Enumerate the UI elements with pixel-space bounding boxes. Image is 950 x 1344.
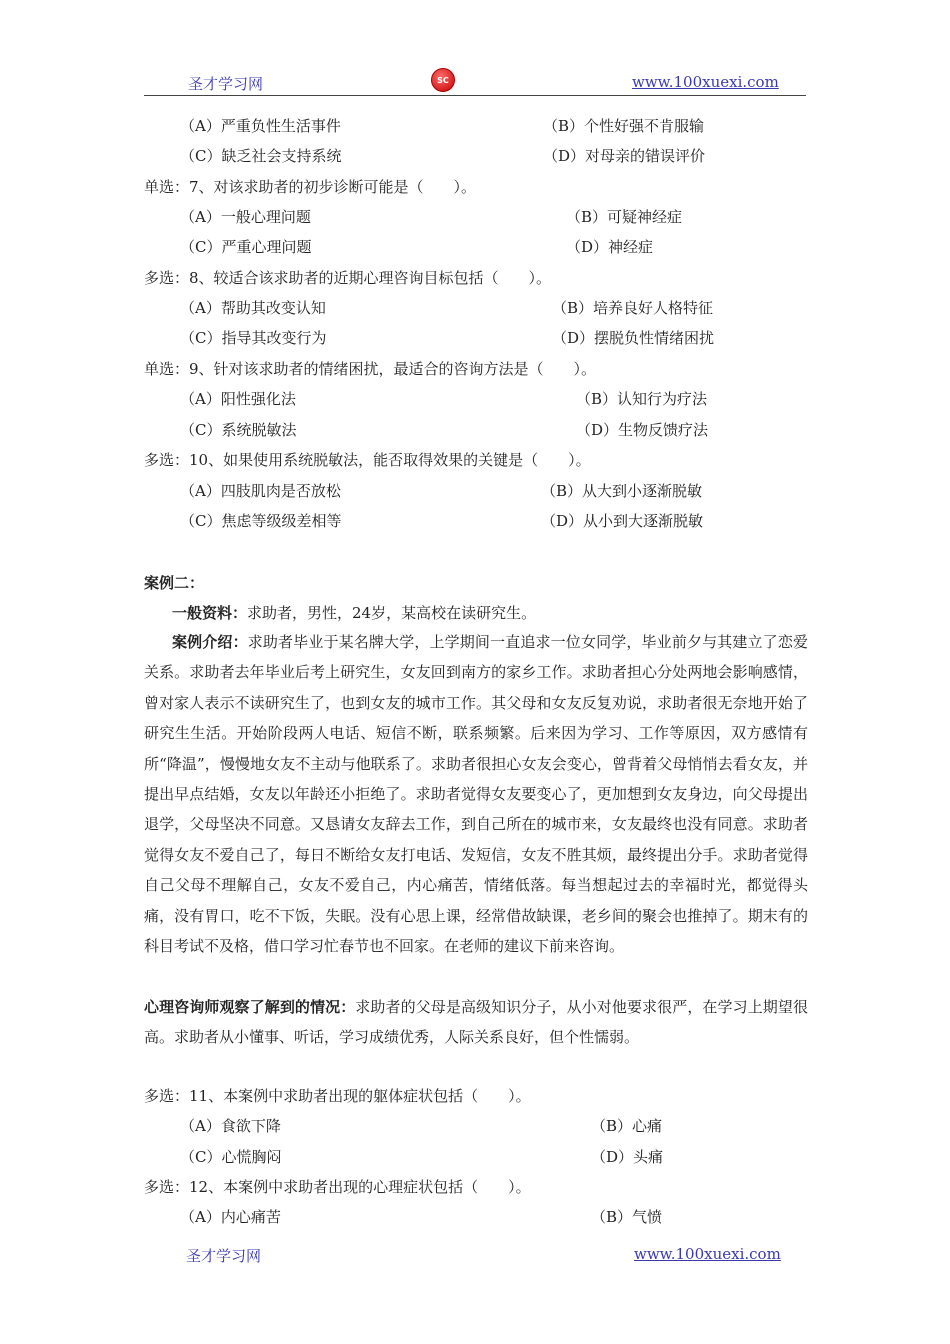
q6-option-a: （A）严重负性生活事件	[180, 117, 341, 135]
footer-site-name: 圣才学习网	[186, 1247, 262, 1265]
q10-option-a: （A）四肢肌肉是否放松	[180, 482, 341, 500]
q11-option-b: （B）心痛	[591, 1117, 663, 1135]
footer-url-link[interactable]: www.100xuexi.com	[634, 1245, 781, 1263]
case2-general-label: 一般资料：	[172, 604, 248, 622]
case2-observation-label: 心理咨询师观察了解到的情况：	[144, 998, 356, 1016]
q8-stem: 多选：8、较适合该求助者的近期心理咨询目标包括（ ）。	[144, 269, 552, 287]
q6-option-b: （B）个性好强不肯服输	[543, 117, 705, 135]
case2-intro-label: 案例介绍：	[172, 633, 248, 651]
q10-stem: 多选：10、如果使用系统脱敏法，能否取得效果的关键是（ ）。	[144, 451, 591, 469]
header-url-link[interactable]: www.100xuexi.com	[632, 73, 779, 91]
header-divider	[144, 95, 806, 96]
q8-option-a: （A）帮助其改变认知	[180, 299, 326, 317]
case2-observation-text: 求助者的父母是高级知识分子，从小对他要求很严，在学习上期望很高。求助者从小懂事、听话，学习成绩优秀，人际关系良好，但个性懦弱。	[144, 998, 808, 1047]
case2-intro-text: 求助者毕业于某名牌大学，上学期间一直追求一位女同学，毕业前夕与其建立了恋爱关系。求助者去年毕业后考上研究生，女友回到南方的家乡工作。求助者担心分处两地会影响感情，曾对家人表示不读研究生了，也到女友的城市工作。其父母和女友反复劝说，求助者很无奈地开始了研究生生活。开始阶段两人电话、短信不断，联系频繁。后来因为学习、工作等原因，双方感情有所“降温”，慢慢地女友不主动与他联系了。求助者很担心女友会变心，曾背着父母悄悄去看女友，并提出早点结婚，女友以年龄还小拒绝了。求助者觉得女友要变心了，更加想到女友身边，向父母提出退学，父母坚决不同意。又恳请女友辞去工作，到自己所在的城市来，女友最终也没有同意。求助者觉得女友不爱自己了，每日不断给女友打电话、发短信，女友不胜其烦，最终提出分手。求助者觉得自己父母不理解自己，女友不爱自己，内心痛苦，情绪低落。每当想起过去的幸福时光，都觉得头痛，没有胃口，吃不下饭，失眠。没有心思上课，经常借故缺课，老乡间的聚会也推掉了。期末有的科目考试不及格，借口学习忙春节也不回家。在老师的建议下前来咨询。	[144, 633, 808, 956]
q7-option-a: （A）一般心理问题	[180, 208, 311, 226]
q6-option-c: （C）缺乏社会支持系统	[180, 147, 342, 165]
case2-general	[172, 603, 536, 623]
q9-option-d: （D）生物反馈疗法	[576, 421, 709, 439]
case2-observation-paragraph	[144, 992, 808, 1053]
q11-option-c: （C）心慌胸闷	[180, 1148, 282, 1166]
q7-option-c: （C）严重心理问题	[180, 238, 312, 256]
q9-stem: 单选：9、针对该求助者的情绪困扰，最适合的咨询方法是（ ）。	[144, 360, 597, 378]
case2-general-text: 求助者，男性，24岁，某高校在读研究生。	[247, 604, 537, 622]
q9-option-c: （C）系统脱敏法	[180, 421, 297, 439]
case2-title: 案例二：	[144, 574, 205, 592]
header-site-name: 圣才学习网	[188, 75, 264, 93]
q9-option-a: （A）阳性强化法	[180, 390, 296, 408]
q12-option-b: （B）气愤	[591, 1208, 663, 1226]
q8-option-d: （D）摆脱负性情绪困扰	[552, 329, 715, 347]
case2-intro-paragraph	[144, 627, 808, 961]
q10-option-c: （C）焦虑等级级差相等	[180, 512, 342, 530]
q8-option-b: （B）培养良好人格特征	[552, 299, 714, 317]
q8-option-c: （C）指导其改变行为	[180, 329, 327, 347]
q10-option-d: （D）从小到大逐渐脱敏	[541, 512, 704, 530]
sc-logo-icon: SC	[431, 68, 455, 92]
q12-stem: 多选：12、本案例中求助者出现的心理症状包括（ ）。	[144, 1178, 531, 1196]
q6-option-d: （D）对母亲的错误评价	[543, 147, 706, 165]
q10-option-b: （B）从大到小逐渐脱敏	[541, 482, 703, 500]
q7-option-b: （B）可疑神经症	[566, 208, 683, 226]
q11-option-d: （D）头痛	[591, 1148, 664, 1166]
q7-stem: 单选：7、对该求助者的初步诊断可能是（ ）。	[144, 178, 477, 196]
q7-option-d: （D）神经症	[566, 238, 654, 256]
q9-option-b: （B）认知行为疗法	[576, 390, 708, 408]
q11-option-a: （A）食欲下降	[180, 1117, 281, 1135]
q11-stem: 多选：11、本案例中求助者出现的躯体症状包括（ ）。	[144, 1087, 531, 1105]
q12-option-a: （A）内心痛苦	[180, 1208, 281, 1226]
